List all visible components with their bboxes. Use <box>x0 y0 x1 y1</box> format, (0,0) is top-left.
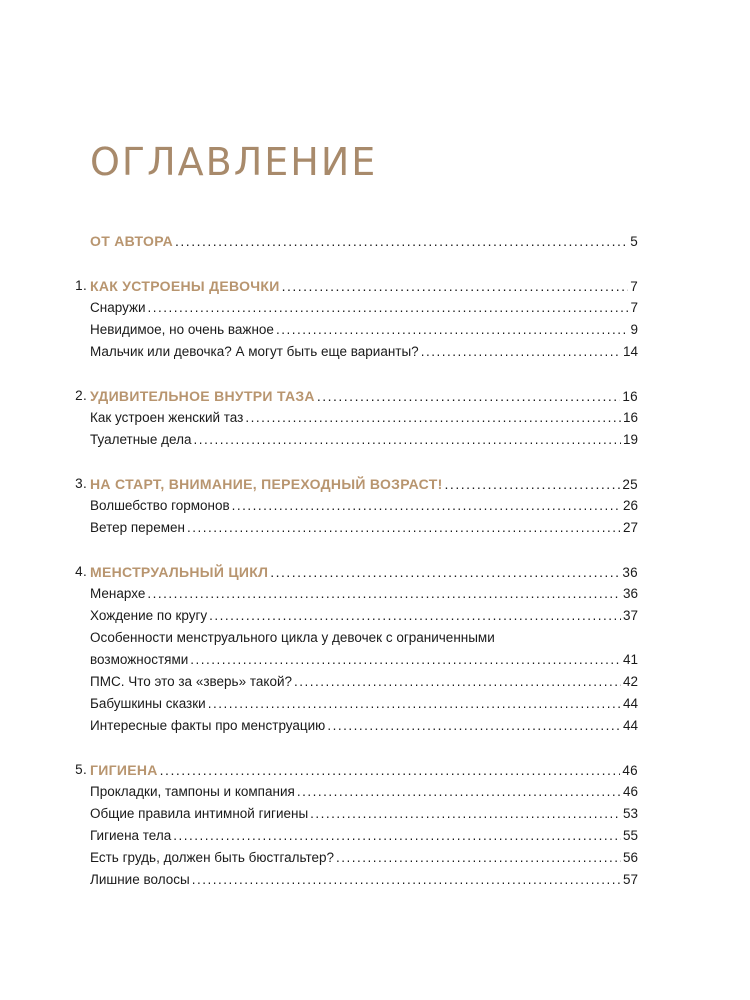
dot-leader <box>147 583 621 605</box>
dot-leader <box>297 781 621 803</box>
toc-entry[interactable] <box>90 649 638 671</box>
chapter-number: 4. <box>75 564 87 579</box>
toc-entry-page: 16 <box>622 410 638 425</box>
toc-entry-label: Невидимое, но очень важное <box>90 322 274 337</box>
chapter-number: 2. <box>75 388 87 403</box>
toc-entry-page: 41 <box>622 652 638 667</box>
toc-entry-page: 55 <box>622 828 638 843</box>
dot-leader <box>193 429 621 451</box>
toc-entry-page: 36 <box>622 565 638 580</box>
toc-entry-page: 9 <box>630 322 638 337</box>
toc-chapter-heading[interactable] <box>75 759 638 781</box>
toc-entry[interactable] <box>90 825 638 847</box>
toc-entry-label: Бабушкины сказки <box>90 696 206 711</box>
dot-leader <box>310 803 621 825</box>
toc-entry[interactable] <box>90 517 638 539</box>
toc-entry[interactable] <box>90 605 638 627</box>
toc-entry[interactable] <box>90 869 638 891</box>
dot-leader <box>445 473 621 495</box>
toc-entry-label: Ветер перемен <box>90 520 185 535</box>
toc-entry-label: Туалетные дела <box>90 432 192 447</box>
toc-entry-page: 5 <box>630 234 638 249</box>
toc-entry-page: 46 <box>622 784 638 799</box>
toc-entry[interactable] <box>90 429 638 451</box>
toc-entry-label: НА СТАРТ, ВНИМАНИЕ, ПЕРЕХОДНЫЙ ВОЗРАСТ! <box>90 476 443 492</box>
toc-entry-page: 44 <box>622 696 638 711</box>
toc-chapter-heading[interactable] <box>75 473 638 495</box>
toc-entry-label: ПМС. Что это за «зверь» такой? <box>90 674 292 689</box>
dot-leader <box>336 847 621 869</box>
toc-entry-label: Мальчик или девочка? А могут быть еще варианты? <box>90 344 419 359</box>
toc-intro <box>0 230 750 252</box>
toc-entry[interactable] <box>90 715 638 737</box>
toc-entry-page: 46 <box>622 763 638 778</box>
toc-chapter-heading[interactable] <box>75 275 638 297</box>
toc-chapter-1 <box>0 275 750 363</box>
toc-entry-label: УДИВИТЕЛЬНОЕ ВНУТРИ ТАЗА <box>90 388 315 404</box>
page-title: ОГЛАВЛЕНИЕ <box>90 140 378 184</box>
toc-chapter-4 <box>0 561 750 737</box>
dot-leader <box>173 825 621 847</box>
toc-entry-label: Волшебство гормонов <box>90 498 230 513</box>
toc-entry-label: Снаружи <box>90 300 146 315</box>
toc-entry-page: 57 <box>622 872 638 887</box>
toc-entry-page: 25 <box>622 477 638 492</box>
toc-entry-page: 44 <box>622 718 638 733</box>
toc-entry-label: Есть грудь, должен быть бюстгальтер? <box>90 850 335 865</box>
chapter-number: 5. <box>75 762 87 777</box>
toc-entry[interactable] <box>90 319 638 341</box>
dot-leader <box>245 407 621 429</box>
toc-chapter-5 <box>0 759 750 891</box>
toc-entry-label: МЕНСТРУАЛЬНЫЙ ЦИКЛ <box>90 564 269 580</box>
toc-entry[interactable] <box>90 407 638 429</box>
dot-leader <box>327 715 621 737</box>
dot-leader <box>270 561 620 583</box>
toc-entry-intro[interactable] <box>90 230 638 252</box>
dot-leader <box>294 671 621 693</box>
dot-leader <box>317 385 621 407</box>
toc-entry-label: Общие правила интимной гигиены <box>90 806 309 821</box>
dot-leader <box>276 319 629 341</box>
toc-entry-label: КАК УСТРОЕНЫ ДЕВОЧКИ <box>90 278 280 294</box>
dot-leader <box>148 297 629 319</box>
dot-leader <box>190 649 621 671</box>
toc-entry[interactable] <box>90 341 638 363</box>
toc-entry-label: Хождение по кругу <box>90 608 208 623</box>
toc-entry-label: ГИГИЕНА <box>90 762 158 778</box>
toc-entry-page: 37 <box>622 608 638 623</box>
toc-entry-page: 7 <box>630 279 638 294</box>
toc-entry-label: возможностями <box>90 652 189 667</box>
dot-leader <box>282 275 629 297</box>
dot-leader <box>421 341 621 363</box>
toc-entry-label: ОТ АВТОРА <box>90 233 174 249</box>
dot-leader <box>187 517 621 539</box>
toc-entry[interactable] <box>90 495 638 517</box>
toc-entry-label: Прокладки, тампоны и компания <box>90 784 295 799</box>
toc-entry[interactable] <box>90 583 638 605</box>
toc-entry-label: Менархе <box>90 586 146 601</box>
dot-leader <box>175 230 628 252</box>
toc-entry-page: 16 <box>622 389 638 404</box>
toc-entry-label: Гигиена тела <box>90 828 172 843</box>
toc-entry[interactable] <box>90 781 638 803</box>
chapter-number: 3. <box>75 476 87 491</box>
toc-entry-page: 42 <box>622 674 638 689</box>
toc-entry[interactable] <box>90 847 638 869</box>
toc-entry-page: 19 <box>622 432 638 447</box>
toc-entry[interactable] <box>90 803 638 825</box>
dot-leader <box>232 495 621 517</box>
toc-entry-label: Интересные факты про менструацию <box>90 718 326 733</box>
dot-leader <box>192 869 621 891</box>
toc-entry-page: 14 <box>622 344 638 359</box>
toc-entry-page: 53 <box>622 806 638 821</box>
toc-chapter-2 <box>0 385 750 451</box>
toc-chapter-3 <box>0 473 750 539</box>
toc-chapter-heading[interactable] <box>75 385 638 407</box>
toc-entry-label: Лишние волосы <box>90 872 190 887</box>
toc-entry[interactable] <box>90 297 638 319</box>
toc-entry-label-line1[interactable]: Особенности менструального цикла у девочек с ограниченными <box>90 630 495 645</box>
dot-leader <box>160 759 621 781</box>
chapter-number: 1. <box>75 278 87 293</box>
toc-chapter-heading[interactable] <box>75 561 638 583</box>
toc-entry-page: 27 <box>622 520 638 535</box>
toc-entry-page: 7 <box>630 300 638 315</box>
dot-leader <box>208 693 621 715</box>
toc-entry[interactable] <box>90 671 638 693</box>
toc-entry[interactable] <box>90 693 638 715</box>
toc-entry-label: Как устроен женский таз <box>90 410 244 425</box>
toc-entry-page: 26 <box>622 498 638 513</box>
toc-entry-page: 56 <box>622 850 638 865</box>
toc-entry-page: 36 <box>622 586 638 601</box>
table-of-contents <box>0 230 750 891</box>
dot-leader <box>209 605 621 627</box>
